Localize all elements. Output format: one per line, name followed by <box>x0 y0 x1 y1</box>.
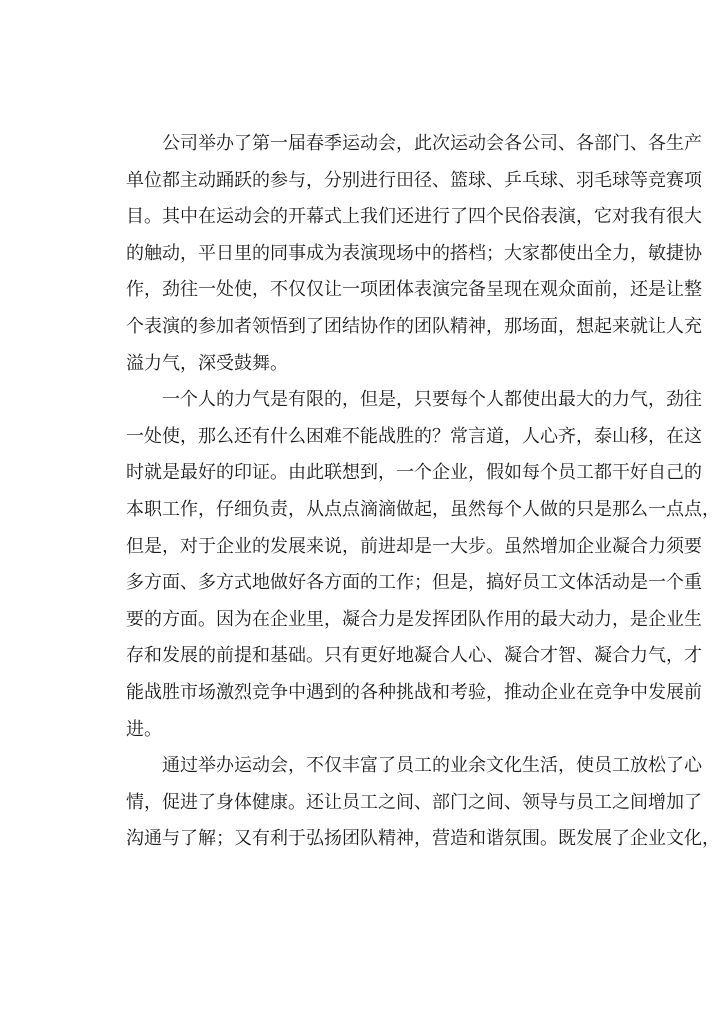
paragraph-1 <box>126 126 702 382</box>
paragraph-3 <box>126 748 720 858</box>
paragraph-line: 要的方面。因为在企业里，凝合力是发挥团队作用的最大动力，是企业生 <box>126 608 702 630</box>
paragraph-line: 本职工作，仔细负责，从点点滴滴做起，虽然每个人做的只是那么一点点， <box>126 498 720 520</box>
paragraph-line: 单位都主动踊跃的参与，分别进行田径、篮球、乒乓球、羽毛球等竞赛项 <box>126 169 702 191</box>
paragraph-line: 多方面、多方式地做好各方面的工作；但是，搞好员工文体活动是一个重 <box>126 572 702 594</box>
paragraph-line: 但是，对于企业的发展来说，前进却是一大步。虽然增加企业凝合力须要 <box>126 535 702 557</box>
paragraph-line: 溢力气，深受鼓舞。 <box>126 352 288 374</box>
paragraph-line: 存和发展的前提和基础。只有更好地凝合人心、凝合才智、凝合力气，才 <box>126 645 702 667</box>
paragraph-line: 时就是最好的印证。由此联想到，一个企业，假如每个员工都干好自己的 <box>126 462 702 484</box>
paragraph-line: 目。其中在运动会的开幕式上我们还进行了四个民俗表演，它对我有很大 <box>126 206 702 228</box>
paragraph-line: 能战胜市场激烈竞争中遇到的各种挑战和考验，推动企业在竞争中发展前 <box>126 681 702 703</box>
paragraph-line: 个表演的参加者领悟到了团结协作的团队精神，那场面，想起来就让人充 <box>126 315 702 337</box>
document-body <box>126 126 720 858</box>
paragraph-line: 通过举办运动会，不仅丰富了员工的业余文化生活，使员工放松了心 <box>162 755 702 777</box>
paragraph-line: 公司举办了第一届春季运动会，此次运动会各公司、各部门、各生产 <box>162 133 702 154</box>
paragraph-line: 一处使，那么还有什么困难不能战胜的？常言道，人心齐，泰山移，在这 <box>126 425 702 447</box>
paragraph-line: 作，劲往一处使，不仅仅让一项团体表演完备呈现在观众面前，还是让整 <box>126 279 702 301</box>
paragraph-line: 情，促进了身体健康。还让员工之间、部门之间、领导与员工之间增加了 <box>126 791 702 813</box>
paragraph-line: 进。 <box>126 718 162 740</box>
paragraph-line: 一个人的力气是有限的，但是，只要每个人都使出最大的力气，劲往 <box>162 389 702 411</box>
paragraph-line: 的触动，平日里的同事成为表演现场中的搭档；大家都使出全力，敏捷协 <box>126 242 702 264</box>
paragraph-2 <box>126 382 720 748</box>
paragraph-line: 沟通与了解；又有利于弘扬团队精神，营造和谐氛围。既发展了企业文化， <box>126 828 720 850</box>
